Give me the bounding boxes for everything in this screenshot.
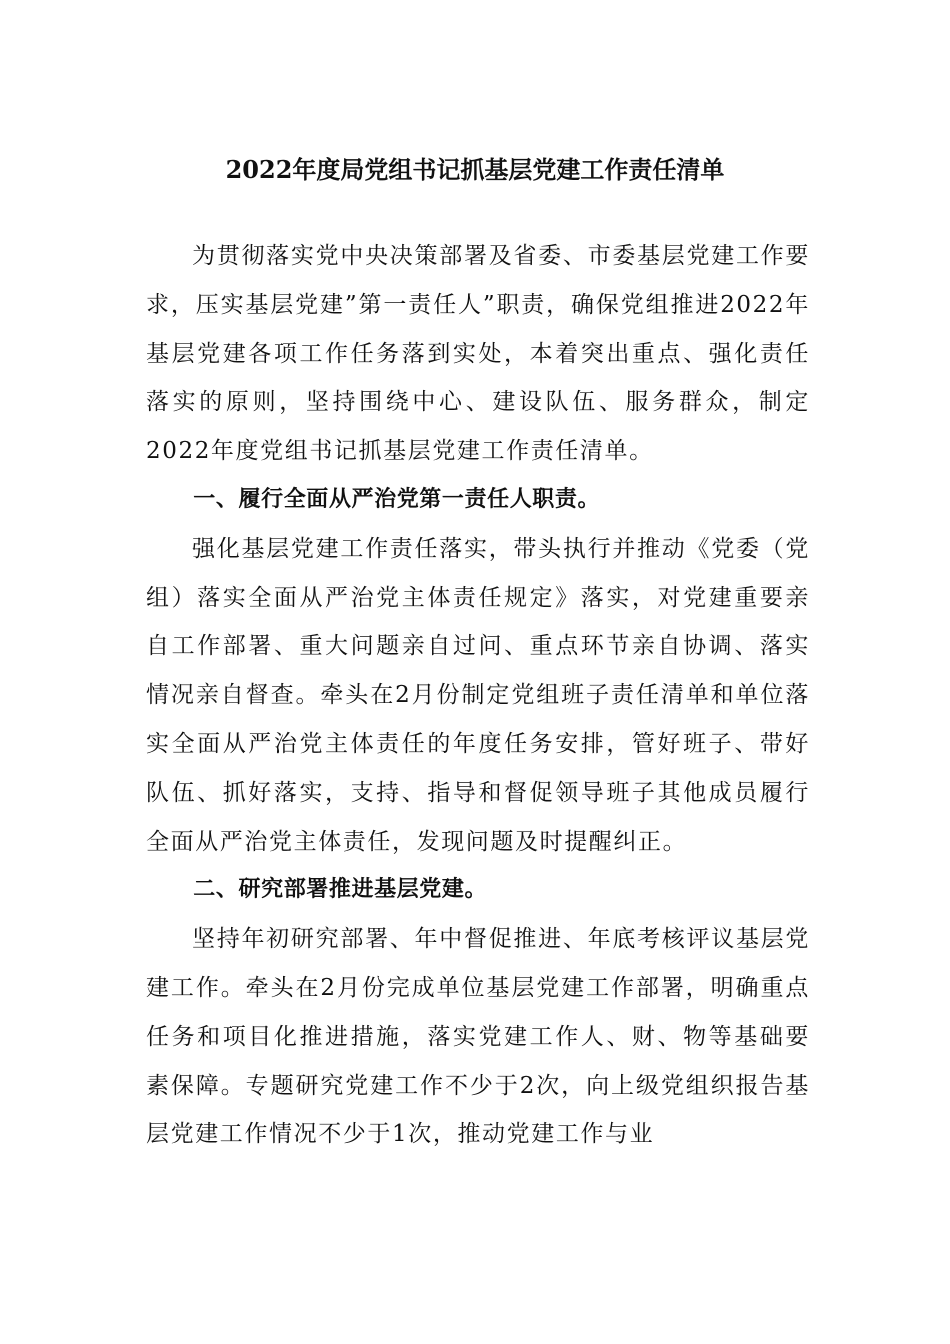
section-2-body: 坚持年初研究部署、年中督促推进、年底考核评议基层党建工作。牵头在2月份完成单位基层党建工作部署，明确重点任务和项目化推进措施，落实党建工作人、财、物等基础要素保障。专题研究党建工作不少于2次，向上级党组织报告基层党建工作情况不少于1次，推动党建工作与业 <box>146 926 810 1148</box>
intro-paragraph: 为贯彻落实党中央决策部署及省委、市委基层党建工作要求，压实基层党建”第一责任人”职责，确保党组推进2022年基层党建各项工作任务落到实处，本着突出重点、强化责任落实的原则，坚持围绕中心、建设队伍、服务群众，制定2022年度党组书记抓基层党建工作责任清单。 <box>146 243 810 465</box>
section-2-heading: 二、研究部署推进基层党建。 <box>193 877 488 903</box>
document-body <box>146 232 810 1159</box>
section-1-body: 强化基层党建工作责任落实，带头执行并推动《党委（党组）落实全面从严治党主体责任规定》落实，对党建重要亲自工作部署、重大问题亲自过问、重点环节亲自协调、落实情况亲自督查。牵头在2月份制定党组班子责任清单和单位落实全面从严治党主体责任的年度任务安排，管好班子、带好队伍、抓好落实，支持、指导和督促领导班子其他成员履行全面从严治党主体责任，发现问题及时提醒纠正。 <box>146 535 810 855</box>
document-title: 2022年度局党组书记抓基层党建工作责任清单 <box>225 155 725 184</box>
section-1-heading: 一、履行全面从严治党第一责任人职责。 <box>193 486 601 512</box>
